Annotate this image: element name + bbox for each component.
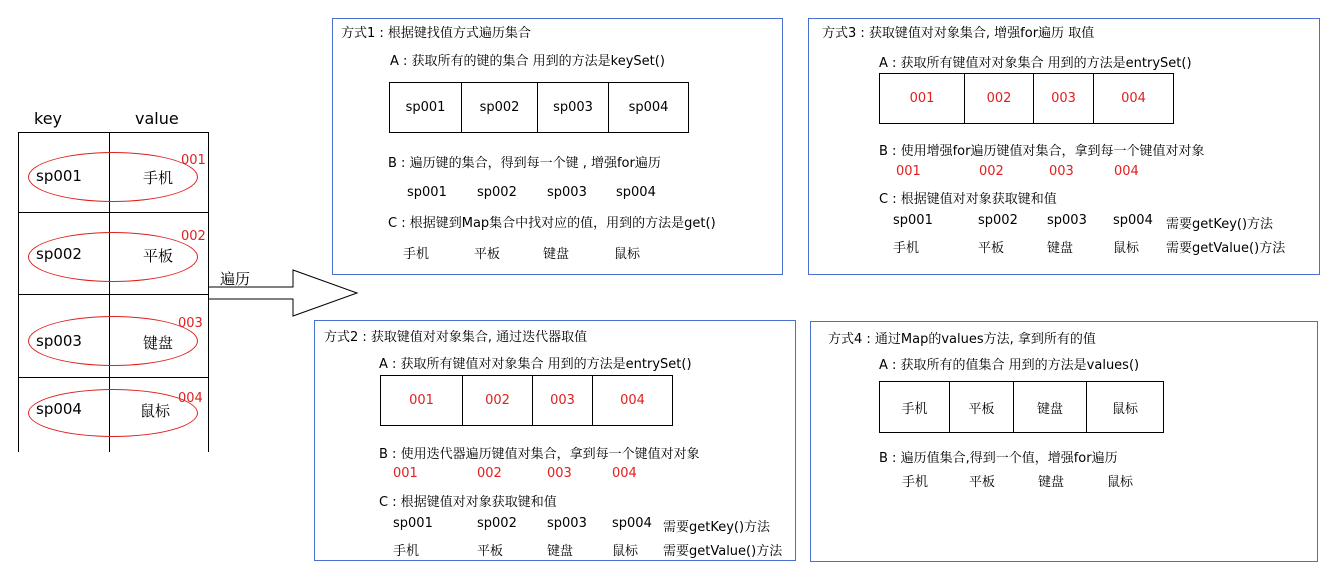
entry-cell: 004 xyxy=(1121,91,1146,106)
entry-cell: 004 xyxy=(620,393,645,408)
entry-cell: 001 xyxy=(880,74,965,123)
value-cell: 手机 xyxy=(880,382,950,432)
way2-step-a: A : 获取所有键值对对象集合 用到的方法是entrySet() xyxy=(379,357,692,372)
value-header: value xyxy=(135,109,179,128)
way2-value: 键盘 xyxy=(547,544,574,559)
way2-value: 平板 xyxy=(477,544,504,559)
way2-key: sp001 xyxy=(393,516,433,531)
map-value-cell: 鼠标 xyxy=(140,402,171,420)
map-value-cell: 手机 xyxy=(143,169,174,187)
way1-step-b: B : 遍历键的集合，得到每一个键 , 增强for遍历 xyxy=(388,156,661,171)
way3-key: sp004 xyxy=(1113,213,1153,228)
way2-entry-set-box xyxy=(380,375,673,426)
way3-value: 键盘 xyxy=(1047,241,1074,256)
entry-tag: 003 xyxy=(178,316,203,331)
map-value-cell: 键盘 xyxy=(143,334,174,352)
way3-title: 方式3 : 获取键值对对象集合, 增强for遍历 取值 xyxy=(822,26,1095,41)
way2-value: 鼠标 xyxy=(612,544,639,559)
key-header: key xyxy=(34,109,63,128)
way3-b-item: 004 xyxy=(1114,164,1139,179)
way3-key: sp002 xyxy=(978,213,1018,228)
key-cell: sp003 xyxy=(538,83,609,132)
way2-key: sp003 xyxy=(547,516,587,531)
way1-b-item: sp001 xyxy=(407,185,447,200)
way4-b-item: 手机 xyxy=(902,475,929,490)
way4-b-item: 键盘 xyxy=(1038,475,1065,490)
key-cell: sp002 xyxy=(462,83,538,132)
way3-entry-set-box xyxy=(879,73,1174,124)
way3-step-c: C : 根据键值对对象获取键和值 xyxy=(879,192,1057,207)
map-key-cell: sp004 xyxy=(36,400,82,418)
entry-cell: 002 xyxy=(965,74,1034,123)
way1-c-item: 键盘 xyxy=(543,247,570,262)
way4-step-b: B : 遍历值集合,得到一个值，增强for遍历 xyxy=(879,451,1118,466)
way1-c-item: 手机 xyxy=(403,247,430,262)
way4-b-item: 鼠标 xyxy=(1107,475,1134,490)
way1-title: 方式1 : 根据键找值方式遍历集合 xyxy=(341,26,531,41)
entry-tag: 004 xyxy=(178,391,203,406)
way2-title: 方式2 : 获取键值对对象集合, 通过迭代器取值 xyxy=(324,330,588,345)
entry-cell: 001 xyxy=(381,376,463,425)
way2-key: sp004 xyxy=(612,516,652,531)
way1-b-item: sp002 xyxy=(477,185,517,200)
way1-b-item: sp004 xyxy=(616,185,656,200)
way2-key-note: 需要getKey()方法 xyxy=(663,520,771,535)
entry-tag: 001 xyxy=(181,153,206,168)
entry-cell: 002 xyxy=(463,376,533,425)
way2-value-note: 需要getValue()方法 xyxy=(663,544,783,559)
entry-tag: 002 xyxy=(181,229,206,244)
way2-key: sp002 xyxy=(477,516,517,531)
way2-step-b: B : 使用迭代器遍历键值对集合，拿到每一个键值对对象 xyxy=(379,447,700,462)
way4-title: 方式4 : 通过Map的values方法, 拿到所有的值 xyxy=(828,332,1096,347)
value-cell: 键盘 xyxy=(1014,382,1087,432)
way2-b-item: 004 xyxy=(612,466,637,481)
traverse-label: 遍历 xyxy=(220,270,251,288)
way1-c-item: 平板 xyxy=(474,247,501,262)
way3-value: 鼠标 xyxy=(1113,241,1140,256)
key-cell: sp001 xyxy=(390,83,462,132)
way3-key: sp001 xyxy=(893,213,933,228)
map-key-cell: sp003 xyxy=(36,332,82,350)
entry-cell: 003 xyxy=(533,376,593,425)
way2-b-item: 003 xyxy=(547,466,572,481)
map-key-cell: sp002 xyxy=(36,245,82,263)
way4-b-item: 平板 xyxy=(969,475,996,490)
way3-b-item: 001 xyxy=(896,164,921,179)
way3-step-b: B : 使用增强for遍历键值对集合，拿到每一个键值对对象 xyxy=(879,144,1205,159)
value-cell: 平板 xyxy=(950,382,1014,432)
way1-step-a: A : 获取所有的键的集合 用到的方法是keySet() xyxy=(390,54,665,69)
way2-b-item: 002 xyxy=(477,466,502,481)
way1-b-item: sp003 xyxy=(547,185,587,200)
key-cell: sp004 xyxy=(628,100,669,115)
way3-b-item: 002 xyxy=(979,164,1004,179)
way3-b-item: 003 xyxy=(1049,164,1074,179)
way1-c-item: 鼠标 xyxy=(614,247,641,262)
way3-value-note: 需要getValue()方法 xyxy=(1166,241,1286,256)
way2-b-item: 001 xyxy=(393,466,418,481)
way3-key: sp003 xyxy=(1047,213,1087,228)
way2-step-c: C : 根据键值对对象获取键和值 xyxy=(379,495,557,510)
way3-key-note: 需要getKey()方法 xyxy=(1166,217,1274,232)
map-value-cell: 平板 xyxy=(143,247,174,265)
way3-value: 手机 xyxy=(893,241,920,256)
way3-value: 平板 xyxy=(978,241,1005,256)
entry-cell: 003 xyxy=(1034,74,1094,123)
way4-step-a: A : 获取所有的值集合 用到的方法是values() xyxy=(879,358,1140,373)
way1-key-set-box xyxy=(389,82,689,133)
way2-value: 手机 xyxy=(393,544,420,559)
way4-values-box xyxy=(879,381,1164,433)
way3-step-a: A : 获取所有键值对对象集合 用到的方法是entrySet() xyxy=(879,56,1192,71)
value-cell: 鼠标 xyxy=(1111,401,1138,417)
map-key-cell: sp001 xyxy=(36,167,82,185)
way1-step-c: C : 根据键到Map集合中找对应的值，用到的方法是get() xyxy=(388,216,716,231)
